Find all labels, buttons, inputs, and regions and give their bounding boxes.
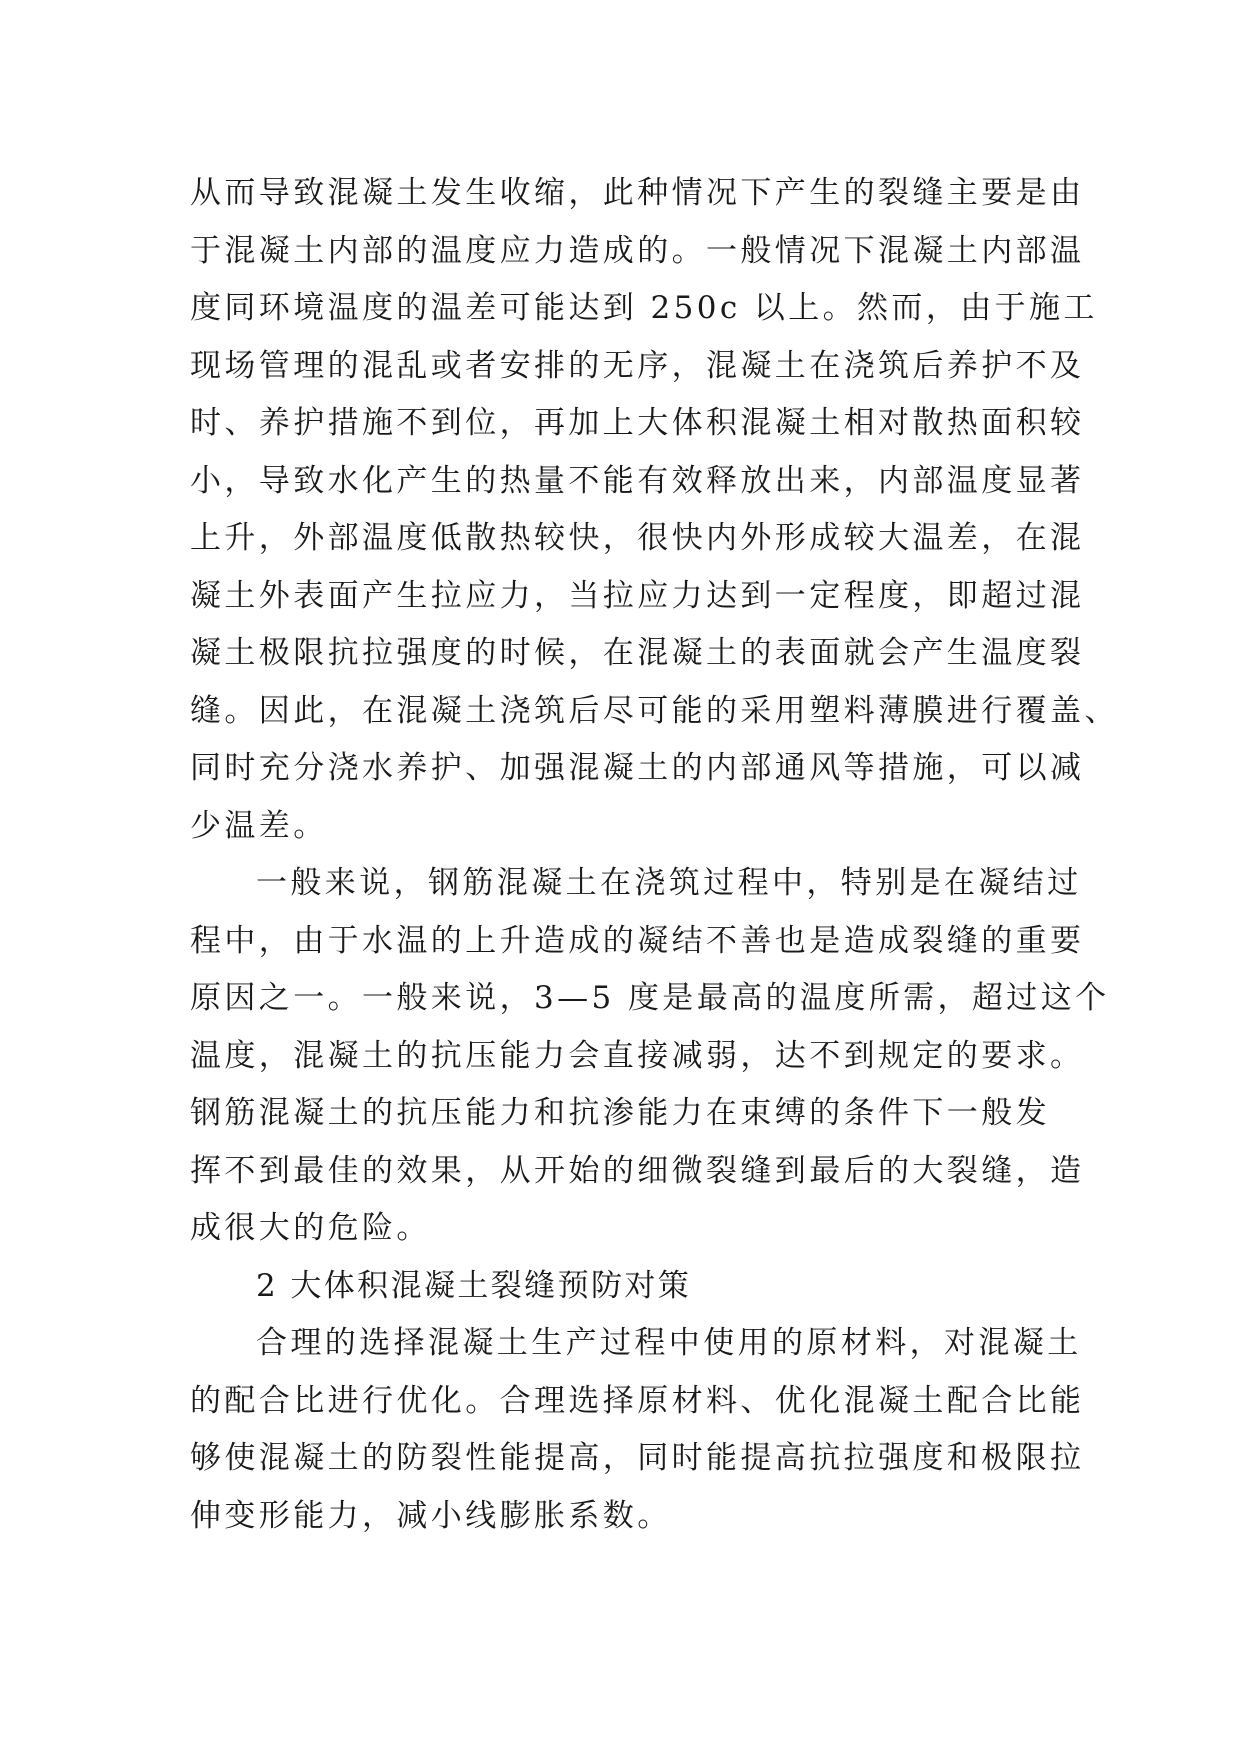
text-line: 的配合比进行优化。合理选择原材料、优化混凝土配合比能 [190,1382,1085,1419]
text-line: 凝土外表面产生拉应力，当拉应力达到一定程度，即超过混 [190,577,1085,614]
text-line: 合理的选择混凝土生产过程中使用的原材料，对混凝土 [256,1325,1082,1361]
text-line: 挥不到最佳的效果，从开始的细微裂缝到最后的大裂缝，造 [190,1152,1085,1189]
text-line: 原因之一。一般来说，3—5 度是最高的温度所需，超过这个 [190,980,1110,1016]
text-line: 缝。因此，在混凝土浇筑后尽可能的采用塑料薄膜进行覆盖、 [190,692,1119,729]
text-line: 程中，由于水温的上升造成的凝结不善也是造成裂缝的重要 [190,922,1085,959]
paragraph-3 [190,1315,1085,1545]
text-line: 成很大的危险。 [190,1210,431,1246]
text-line: 少温差。 [190,807,328,844]
text-line: 钢筋混凝土的抗压能力和抗渗能力在束缚的条件下一般发 [190,1095,1050,1131]
text-line: 够使混凝土的防裂性能提高，同时能提高抗拉强度和极限拉 [190,1440,1085,1476]
text-line: 于混凝土内部的温度应力造成的。一般情况下混凝土内部温 [190,232,1085,269]
text-line: 凝土极限抗拉强度的时候，在混凝土的表面就会产生温度裂 [190,635,1085,671]
body-text [190,165,1119,1545]
text-line: 一般来说，钢筋混凝土在浇筑过程中，特别是在凝结过 [256,865,1082,901]
text-line: 时、养护措施不到位，再加上大体积混凝土相对散热面积较 [190,405,1085,441]
text-line: 小，导致水化产生的热量不能有效释放出来，内部温度显著 [190,462,1085,499]
section-heading [190,1258,1050,1316]
paragraph-1 [190,165,1119,855]
text-line: 上升，外部温度低散热较快，很快内外形成较大温差，在混 [190,520,1085,556]
section-heading-text: 2 大体积混凝土裂缝预防对策 [256,1267,692,1304]
text-line: 从而导致混凝土发生收缩，此种情况下产生的裂缝主要是由 [190,175,1085,211]
text-line: 伸变形能力，减小线膨胀系数。 [190,1497,672,1534]
paragraph-2 [190,855,1110,1258]
text-line: 温度，混凝土的抗压能力会直接减弱，达不到规定的要求。 [190,1037,1085,1074]
text-line: 度同环境温度的温差可能达到 250c 以上。然而，由于施工 [190,290,1098,326]
text-line: 同时充分浇水养护、加强混凝土的内部通风等措施，可以减 [190,750,1085,786]
text-line: 现场管理的混乱或者安排的无序，混凝土在浇筑后养护不及 [190,347,1085,384]
